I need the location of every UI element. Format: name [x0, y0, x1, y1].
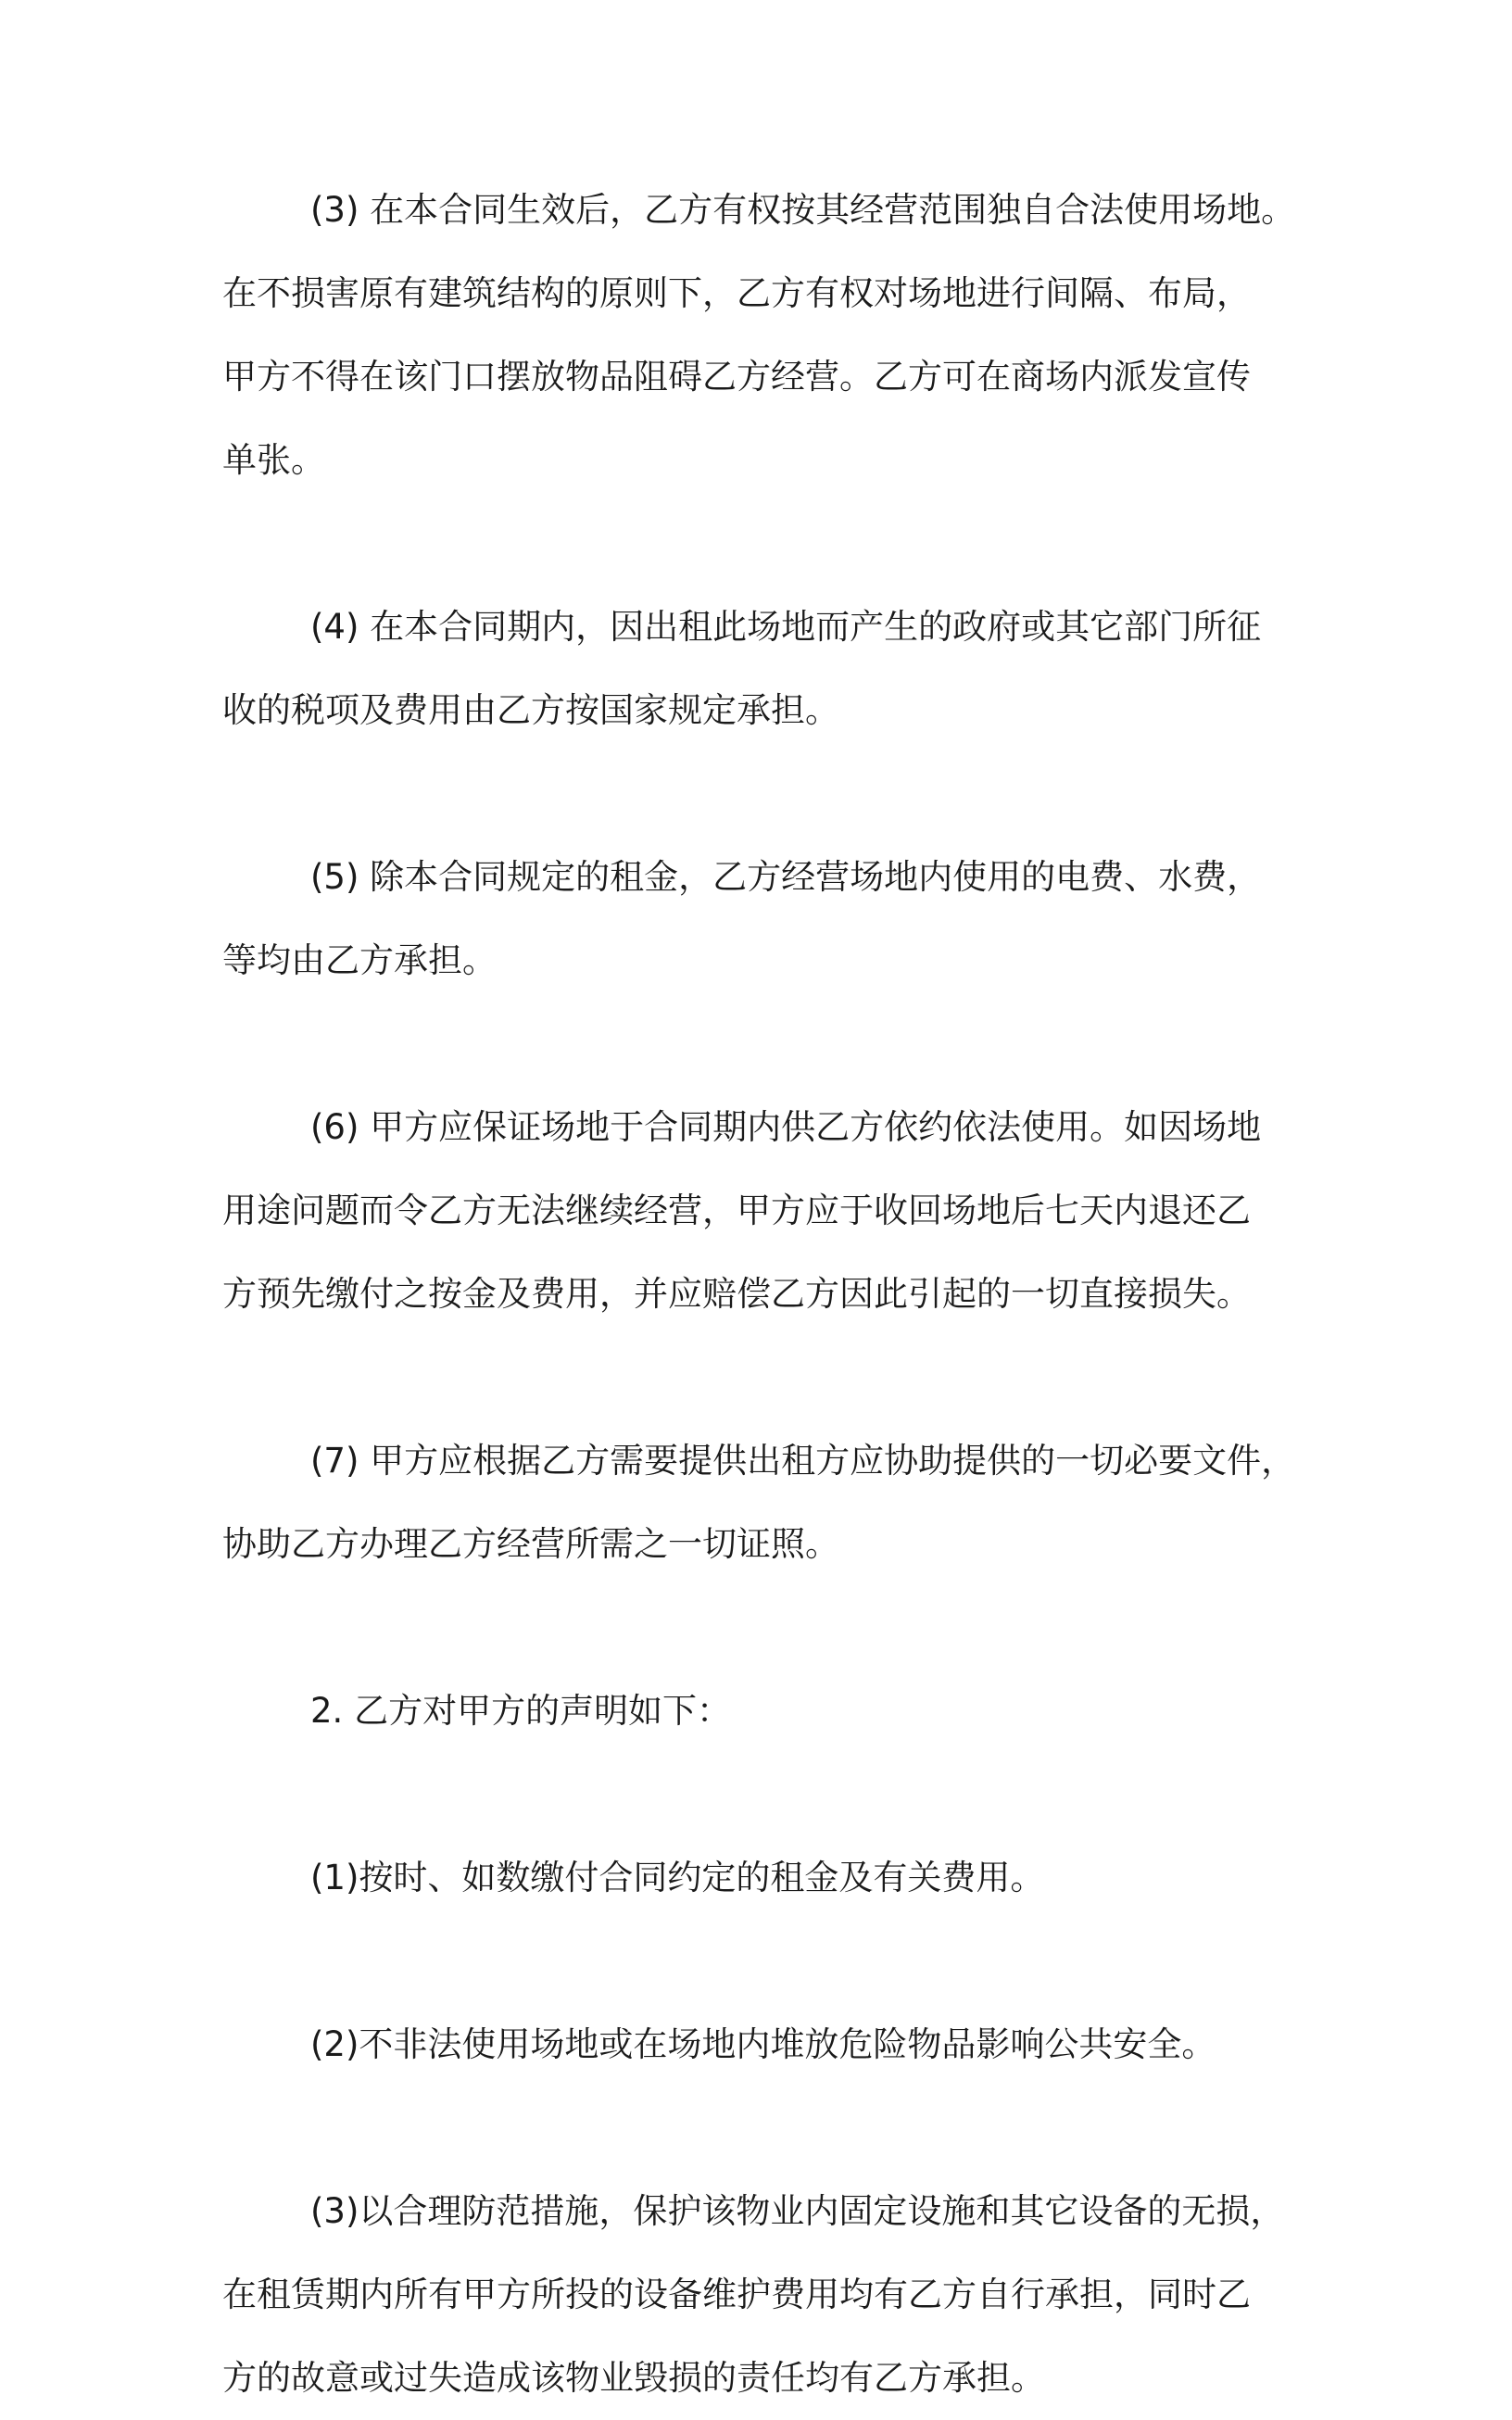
- paragraph-2: [222, 586, 1279, 752]
- paragraph-4: [222, 1086, 1279, 1336]
- paragraph-line: 收的税项及费用由乙方按国家规定承担。: [222, 690, 839, 730]
- paragraph-line: (2)不非法使用场地或在场地内堆放危险物品影响公共安全。: [310, 2024, 1216, 2064]
- paragraph-line: 等均由乙方承担。: [222, 940, 497, 980]
- paragraph-line: 方的故意或过失造成该物业毁损的责任均有乙方承担。: [222, 2358, 1045, 2398]
- paragraph-line: 在租赁期内所有甲方所投的设备维护费用均有乙方自行承担，同时乙: [222, 2275, 1251, 2314]
- paragraph-line: 单张。: [222, 440, 325, 480]
- paragraph-spacer: [222, 1920, 1279, 2003]
- paragraph-6: [222, 1836, 1279, 1920]
- paragraph-line: (6) 甲方应保证场地于合同期内供乙方依约依法使用。如因场地: [310, 1107, 1262, 1147]
- section-heading: [222, 1670, 1279, 1753]
- paragraph-spacer: [222, 2086, 1279, 2170]
- paragraph-spacer: [222, 502, 1279, 586]
- paragraph-line: 协助乙方办理乙方经营所需之一切证照。: [222, 1524, 839, 1564]
- paragraph-line: (5) 除本合同规定的租金，乙方经营场地内使用的电费、水费，: [310, 857, 1262, 897]
- paragraph-line: (7) 甲方应根据乙方需要提供出租方应协助提供的一切必要文件，: [310, 1441, 1296, 1481]
- paragraph-line: (3)以合理防范措施，保护该物业内固定设施和其它设备的无损，: [310, 2191, 1285, 2231]
- section-heading-text: 2. 乙方对甲方的声明如下：: [310, 1691, 732, 1731]
- paragraph-line: (3) 在本合同生效后，乙方有权按其经营范围独自合法使用场地。: [310, 190, 1296, 230]
- paragraph-5: [222, 1419, 1296, 1586]
- document-body: [222, 169, 1296, 2420]
- paragraph-line: (4) 在本合同期内，因出租此场地而产生的政府或其它部门所征: [310, 607, 1262, 647]
- paragraph-7: [222, 2003, 1279, 2086]
- paragraph-line: 方预先缴付之按金及费用，并应赔偿乙方因此引起的一切直接损失。: [222, 1274, 1251, 1314]
- paragraph-8: [222, 2170, 1285, 2420]
- paragraph-1: [222, 169, 1296, 502]
- paragraph-spacer: [222, 1753, 1279, 1836]
- paragraph-line: (1)按时、如数缴付合同约定的租金及有关费用。: [310, 1858, 1045, 1897]
- paragraph-spacer: [222, 1002, 1279, 1086]
- paragraph-spacer: [222, 1586, 1279, 1670]
- paragraph-spacer: [222, 1336, 1279, 1419]
- paragraph-line: 在不损害原有建筑结构的原则下，乙方有权对场地进行间隔、布局，: [222, 273, 1251, 313]
- paragraph-line: 甲方不得在该门口摆放物品阻碍乙方经营。乙方可在商场内派发宣传: [222, 357, 1251, 397]
- paragraph-line: 用途问题而令乙方无法继续经营，甲方应于收回场地后七天内退还乙: [222, 1191, 1251, 1230]
- paragraph-spacer: [222, 752, 1279, 836]
- paragraph-3: [222, 836, 1279, 1002]
